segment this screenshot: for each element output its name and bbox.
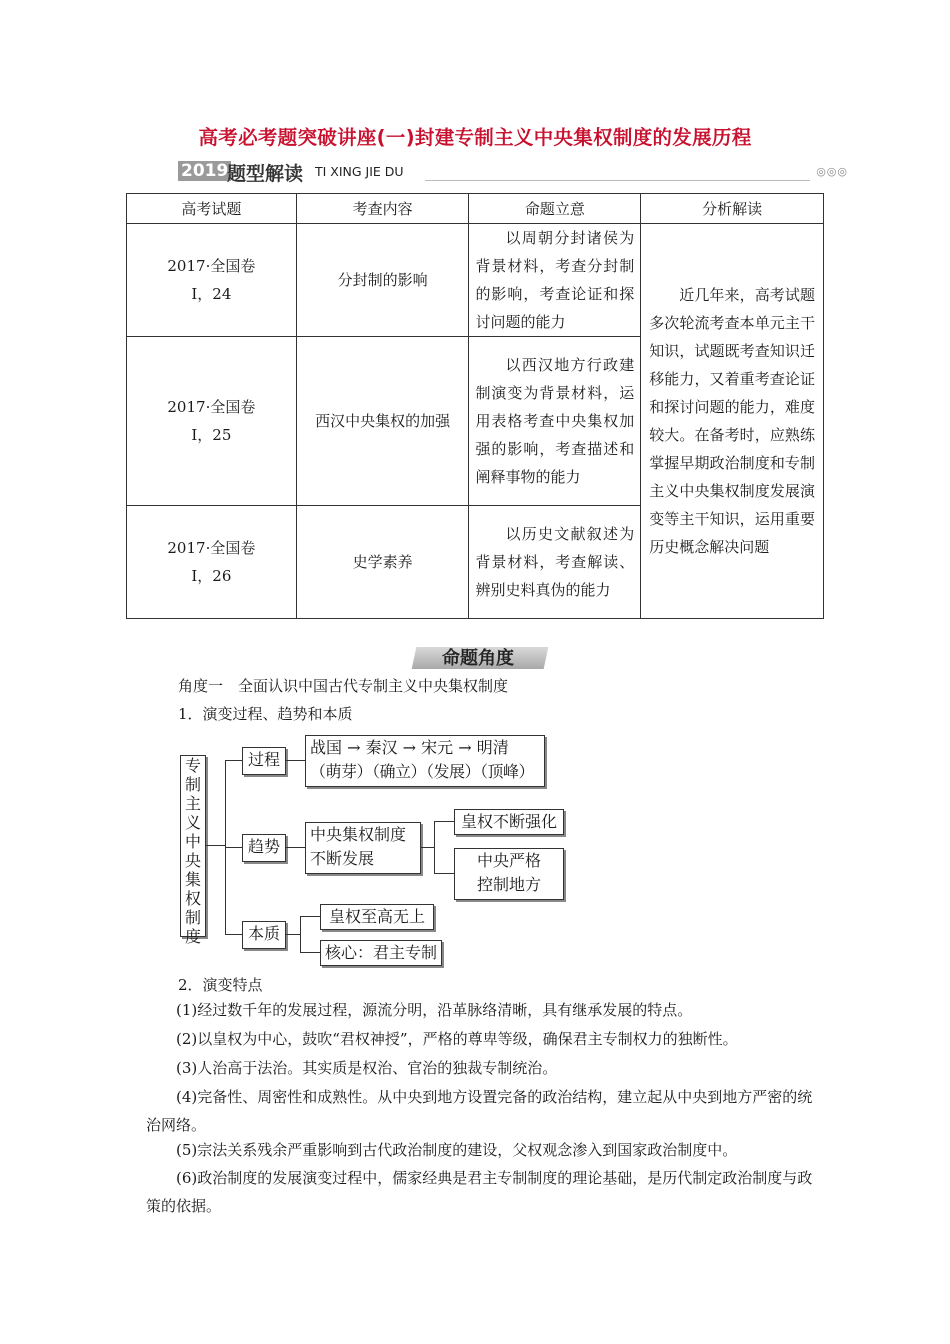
header-aim: 命题立意 xyxy=(469,194,641,224)
analysis-cell: 近几年来，高考试题多次轮流考查本单元主干知识，试题既考查知识迁移能力，又着重考查论证和探讨问题的能力，难度较大。在备考时，应熟练掌握早期政治制度和专制主义中央集权制度发展演变等主干知识，运用重要历史概念解决问题 xyxy=(641,224,824,619)
row-topic: 分封制的影响 xyxy=(296,224,469,337)
feature-item: (3)人治高于法治。其实质是权治、官治的独裁专制统治。 xyxy=(176,1059,558,1077)
section-tag-label: 命题角度 xyxy=(442,648,514,669)
connector xyxy=(434,821,435,873)
point-heading-2: 2．演变特点 xyxy=(178,976,263,994)
row-aim: 以周朝分封诸侯为背景材料，考查分封制的影响，考查论证和探讨问题的能力 xyxy=(469,224,641,337)
exam-analysis-table xyxy=(126,193,824,619)
feature-item: (6)政治制度的发展演变过程中，儒家经典是君主专制制度的理论基础，是历代制定政治制度与政策的依据。 xyxy=(146,1169,813,1215)
branch-process-box: 过程 xyxy=(242,747,286,775)
banner-dots-icon: ◎◎◎ xyxy=(816,165,848,178)
connector xyxy=(300,916,320,917)
root-char: 集 xyxy=(184,870,201,889)
banner-rule xyxy=(425,180,810,181)
header-analysis: 分析解读 xyxy=(641,194,824,224)
table-header-row xyxy=(127,194,824,224)
feature-item: (1)经过数千年的发展过程，源流分明，沿革脉络清晰，具有继承发展的特点。 xyxy=(176,1001,693,1019)
connector xyxy=(285,934,300,935)
diagram-root-box xyxy=(180,755,206,946)
row-aim: 以西汉地方行政建制演变为背景材料，运用表格考查中央集权加强的影响，考查描述和阐释事物的能力 xyxy=(469,337,641,506)
connector xyxy=(420,847,434,848)
row-source xyxy=(127,506,297,619)
root-char: 主 xyxy=(184,794,201,813)
connector xyxy=(225,760,242,761)
trend-line2: 不断发展 xyxy=(310,849,375,868)
process-box xyxy=(305,735,545,787)
root-char: 专 xyxy=(184,756,201,775)
banner-pinyin: TI XING JIE DU xyxy=(315,164,404,179)
root-char: 权 xyxy=(184,889,201,908)
connector xyxy=(225,934,242,935)
feature-item: (5)宗法关系残余严重影响到古代政治制度的建设，父权观念渗入到国家政治制度中。 xyxy=(176,1141,738,1159)
header-source: 高考试题 xyxy=(127,194,297,224)
row-topic: 史学素养 xyxy=(296,506,469,619)
trend-a-box: 皇权不断强化 xyxy=(454,809,564,835)
connector xyxy=(285,760,305,761)
trend-b-line1: 中央严格 xyxy=(476,851,541,870)
trend-b-line2: 控制地方 xyxy=(476,875,541,894)
row-source-line1: 2017·全国卷 xyxy=(167,539,256,557)
row-aim: 以历史文献叙述为背景材料，考查解读、辨别史料真伪的能力 xyxy=(469,506,641,619)
row-source-line2: Ⅰ，25 xyxy=(191,426,232,444)
root-char: 度 xyxy=(184,927,201,946)
header-topic: 考查内容 xyxy=(296,194,469,224)
row-source-line1: 2017·全国卷 xyxy=(167,257,256,275)
root-char: 义 xyxy=(184,813,201,832)
row-source-line2: Ⅰ，24 xyxy=(191,285,232,303)
branch-essence-box: 本质 xyxy=(242,921,286,949)
feature-item: (4)完备性、周密性和成熟性。从中央到地方设置完备的政治结构，建立起从中央到地方严密的统治网络。 xyxy=(146,1088,813,1134)
connector xyxy=(285,847,305,848)
angle-heading: 角度一 全面认识中国古代专制主义中央集权制度 xyxy=(178,677,509,695)
feature-item: (2)以皇权为中心，鼓吹“君权神授”，严格的尊卑等级，确保君主专制权力的独断性。 xyxy=(176,1030,738,1048)
row-source xyxy=(127,337,297,506)
root-char: 央 xyxy=(184,851,201,870)
essence-b-box: 核心：君主专制 xyxy=(320,940,442,966)
table-row xyxy=(127,224,824,337)
row-source xyxy=(127,224,297,337)
process-line1: 战国 → 秦汉 → 宋元 → 明清 xyxy=(310,738,509,757)
connector xyxy=(300,952,320,953)
row-topic: 西汉中央集权的加强 xyxy=(296,337,469,506)
row-source-line1: 2017·全国卷 xyxy=(167,398,256,416)
root-char: 制 xyxy=(184,908,201,927)
trend-b-box xyxy=(454,848,564,900)
section-tag xyxy=(410,643,546,671)
banner-label: 题型解读 xyxy=(227,163,304,185)
connector xyxy=(300,916,301,952)
branch-trend-box: 趋势 xyxy=(242,834,286,862)
page-title: 高考必考题突破讲座(一)封建专制主义中央集权制度的发展历程 xyxy=(198,126,752,149)
connector xyxy=(434,873,454,874)
trend-box xyxy=(305,822,421,874)
point-heading-1: 1．演变过程、趋势和本质 xyxy=(178,705,353,723)
root-char: 中 xyxy=(184,832,201,851)
root-char: 制 xyxy=(184,775,201,794)
banner-year: 2019 xyxy=(178,161,231,181)
row-source-line2: Ⅰ，26 xyxy=(191,567,232,585)
connector xyxy=(206,845,225,846)
connector xyxy=(434,821,454,822)
process-line2: （萌芽）（确立）（发展）（顶峰） xyxy=(310,762,535,781)
connector xyxy=(225,847,242,848)
section-banner xyxy=(175,158,850,186)
essence-a-box: 皇权至高无上 xyxy=(320,904,434,930)
trend-line1: 中央集权制度 xyxy=(310,825,407,844)
